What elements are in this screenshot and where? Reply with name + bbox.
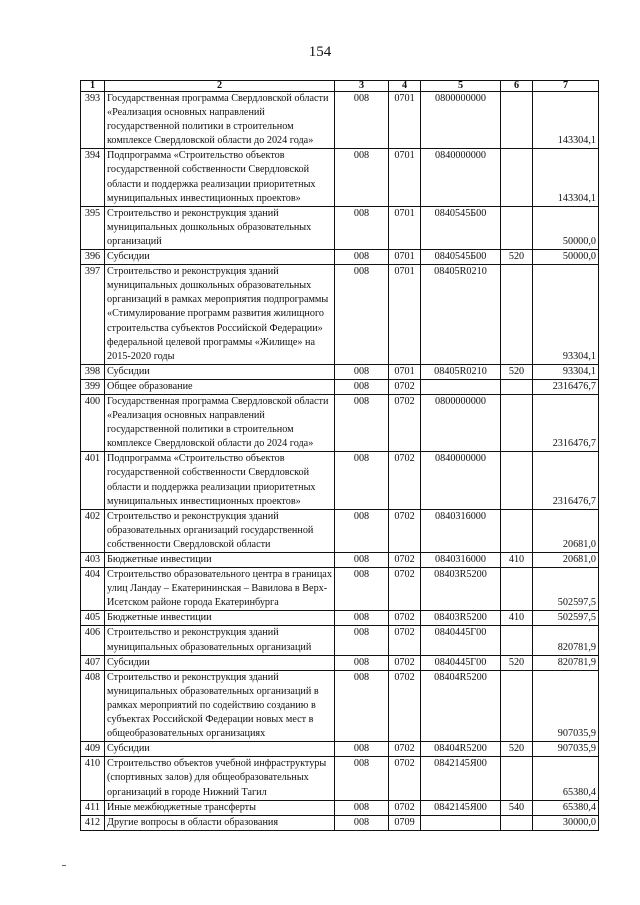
section-code-cell: 0709 [389, 815, 421, 830]
table-row [81, 149, 599, 206]
target-code-cell: 08405R0210 [421, 265, 501, 365]
expense-type-cell: 520 [501, 364, 533, 379]
amount-cell: 20681,0 [533, 509, 599, 552]
ministry-code-cell: 008 [335, 626, 389, 655]
target-code-cell: 08405R0210 [421, 364, 501, 379]
row-number-cell: 406 [81, 626, 105, 655]
ministry-code-cell: 008 [335, 553, 389, 568]
row-number-cell: 407 [81, 655, 105, 670]
section-code-cell: 0702 [389, 611, 421, 626]
row-number-cell: 409 [81, 742, 105, 757]
amount-cell: 93304,1 [533, 364, 599, 379]
amount-cell: 2316476,7 [533, 394, 599, 451]
target-code-cell: 0840545Б00 [421, 250, 501, 265]
table-row [81, 611, 599, 626]
target-code-cell: 0800000000 [421, 92, 501, 149]
expense-type-cell [501, 379, 533, 394]
expense-type-cell: 540 [501, 800, 533, 815]
amount-cell: 65380,4 [533, 800, 599, 815]
target-code-cell: 08403R5200 [421, 611, 501, 626]
ministry-code-cell: 008 [335, 250, 389, 265]
column-header: 3 [335, 81, 389, 92]
expense-type-cell [501, 815, 533, 830]
item-name-cell: Государственная программа Свердловской области «Реализация основных направлений государственной политики в строительном комплексе Свердловской области до 2024 года» [105, 394, 335, 451]
row-number-cell: 411 [81, 800, 105, 815]
section-code-cell: 0701 [389, 206, 421, 249]
item-name-cell: Подпрограмма «Строительство объектов государственной собственности Свердловской области и поддержка реализации приоритетных муниципальных инвестиционных проектов» [105, 452, 335, 509]
ministry-code-cell: 008 [335, 394, 389, 451]
ministry-code-cell: 008 [335, 815, 389, 830]
item-name-cell: Строительство и реконструкция зданий муниципальных дошкольных образовательных организаций в рамках мероприятия подпрограммы «Стимулирование программ развития жилищного строительства субъектов Российской Федерации» федеральной целевой программы «Жилище» на 2015-2020 годы [105, 265, 335, 365]
item-name-cell: Общее образование [105, 379, 335, 394]
ministry-code-cell: 008 [335, 452, 389, 509]
amount-cell: 50000,0 [533, 250, 599, 265]
row-number-cell: 396 [81, 250, 105, 265]
item-name-cell: Государственная программа Свердловской области «Реализация основных направлений государственной политики в строительном комплексе Свердловской области до 2024 года» [105, 92, 335, 149]
table-row [81, 364, 599, 379]
section-code-cell: 0702 [389, 509, 421, 552]
row-number-cell: 397 [81, 265, 105, 365]
row-number-cell: 398 [81, 364, 105, 379]
column-header: 2 [105, 81, 335, 92]
budget-table [80, 80, 599, 831]
row-number-cell: 410 [81, 757, 105, 800]
ministry-code-cell: 008 [335, 757, 389, 800]
target-code-cell: 08403R5200 [421, 568, 501, 611]
target-code-cell: 0840445Г00 [421, 626, 501, 655]
item-name-cell: Строительство объектов учебной инфраструктуры (спортивных залов) для общеобразовательных организаций в городе Нижний Тагил [105, 757, 335, 800]
row-number-cell: 405 [81, 611, 105, 626]
table-row [81, 394, 599, 451]
table-row [81, 379, 599, 394]
item-name-cell: Другие вопросы в области образования [105, 815, 335, 830]
table-row [81, 815, 599, 830]
row-number-cell: 402 [81, 509, 105, 552]
ministry-code-cell: 008 [335, 568, 389, 611]
amount-cell: 20681,0 [533, 553, 599, 568]
target-code-cell: 0840445Г00 [421, 655, 501, 670]
table-row [81, 742, 599, 757]
expense-type-cell: 520 [501, 742, 533, 757]
amount-cell: 907035,9 [533, 742, 599, 757]
table-row [81, 265, 599, 365]
ministry-code-cell: 008 [335, 611, 389, 626]
target-code-cell: 08404R5200 [421, 670, 501, 741]
item-name-cell: Строительство образовательного центра в границах улиц Ландау – Екатерининская – Вавилова в Верх-Исетском районе города Екатеринбурга [105, 568, 335, 611]
row-number-cell: 394 [81, 149, 105, 206]
expense-type-cell [501, 568, 533, 611]
expense-type-cell: 410 [501, 611, 533, 626]
item-name-cell: Подпрограмма «Строительство объектов государственной собственности Свердловской области и поддержка реализации приоритетных муниципальных инвестиционных проектов» [105, 149, 335, 206]
item-name-cell: Строительство и реконструкция зданий муниципальных дошкольных образовательных организаций [105, 206, 335, 249]
item-name-cell: Строительство и реконструкция зданий муниципальных образовательных организаций [105, 626, 335, 655]
section-code-cell: 0702 [389, 800, 421, 815]
column-header: 5 [421, 81, 501, 92]
expense-type-cell: 520 [501, 250, 533, 265]
table-row [81, 655, 599, 670]
table-row [81, 92, 599, 149]
amount-cell: 2316476,7 [533, 452, 599, 509]
target-code-cell: 0840000000 [421, 452, 501, 509]
ministry-code-cell: 008 [335, 364, 389, 379]
item-name-cell: Субсидии [105, 250, 335, 265]
ministry-code-cell: 008 [335, 655, 389, 670]
expense-type-cell [501, 670, 533, 741]
expense-type-cell [501, 206, 533, 249]
ministry-code-cell: 008 [335, 670, 389, 741]
ministry-code-cell: 008 [335, 92, 389, 149]
expense-type-cell [501, 265, 533, 365]
target-code-cell: 0840545Б00 [421, 206, 501, 249]
amount-cell: 30000,0 [533, 815, 599, 830]
table-row [81, 568, 599, 611]
target-code-cell: 0800000000 [421, 394, 501, 451]
table-row [81, 800, 599, 815]
column-header: 7 [533, 81, 599, 92]
row-number-cell: 399 [81, 379, 105, 394]
section-code-cell: 0701 [389, 92, 421, 149]
amount-cell: 93304,1 [533, 265, 599, 365]
expense-type-cell [501, 452, 533, 509]
ministry-code-cell: 008 [335, 379, 389, 394]
target-code-cell: 08404R5200 [421, 742, 501, 757]
item-name-cell: Бюджетные инвестиции [105, 553, 335, 568]
expense-type-cell [501, 92, 533, 149]
target-code-cell [421, 379, 501, 394]
amount-cell: 502597,5 [533, 611, 599, 626]
item-name-cell: Бюджетные инвестиции [105, 611, 335, 626]
ministry-code-cell: 008 [335, 509, 389, 552]
section-code-cell: 0702 [389, 742, 421, 757]
column-header: 6 [501, 81, 533, 92]
amount-cell: 907035,9 [533, 670, 599, 741]
target-code-cell: 0842145Я00 [421, 757, 501, 800]
item-name-cell: Строительство и реконструкция зданий образовательных организаций государственной собственности Свердловской области [105, 509, 335, 552]
expense-type-cell [501, 626, 533, 655]
expense-type-cell [501, 509, 533, 552]
row-number-cell: 408 [81, 670, 105, 741]
item-name-cell: Строительство и реконструкция зданий муниципальных образовательных организаций в рамках мероприятий по содействию созданию в субъектах Российской Федерации новых мест в общеобразовательных организациях [105, 670, 335, 741]
amount-cell: 65380,4 [533, 757, 599, 800]
amount-cell: 2316476,7 [533, 379, 599, 394]
table-body [81, 92, 599, 831]
row-number-cell: 395 [81, 206, 105, 249]
section-code-cell: 0702 [389, 394, 421, 451]
row-number-cell: 412 [81, 815, 105, 830]
column-header: 1 [81, 81, 105, 92]
section-code-cell: 0702 [389, 626, 421, 655]
amount-cell: 50000,0 [533, 206, 599, 249]
item-name-cell: Субсидии [105, 742, 335, 757]
target-code-cell: 0840316000 [421, 509, 501, 552]
section-code-cell: 0702 [389, 670, 421, 741]
table-row [81, 452, 599, 509]
target-code-cell: 0840000000 [421, 149, 501, 206]
table-header-row [81, 81, 599, 92]
scan-mark [62, 865, 66, 866]
ministry-code-cell: 008 [335, 149, 389, 206]
expense-type-cell [501, 757, 533, 800]
item-name-cell: Субсидии [105, 655, 335, 670]
item-name-cell: Субсидии [105, 364, 335, 379]
target-code-cell: 0842145Я00 [421, 800, 501, 815]
section-code-cell: 0701 [389, 250, 421, 265]
section-code-cell: 0702 [389, 655, 421, 670]
section-code-cell: 0702 [389, 553, 421, 568]
section-code-cell: 0702 [389, 757, 421, 800]
expense-type-cell: 410 [501, 553, 533, 568]
section-code-cell: 0701 [389, 265, 421, 365]
section-code-cell: 0701 [389, 149, 421, 206]
row-number-cell: 400 [81, 394, 105, 451]
row-number-cell: 403 [81, 553, 105, 568]
ministry-code-cell: 008 [335, 265, 389, 365]
ministry-code-cell: 008 [335, 742, 389, 757]
row-number-cell: 401 [81, 452, 105, 509]
column-header: 4 [389, 81, 421, 92]
section-code-cell: 0702 [389, 452, 421, 509]
row-number-cell: 393 [81, 92, 105, 149]
amount-cell: 820781,9 [533, 626, 599, 655]
expense-type-cell: 520 [501, 655, 533, 670]
amount-cell: 502597,5 [533, 568, 599, 611]
expense-type-cell [501, 394, 533, 451]
expense-type-cell [501, 149, 533, 206]
item-name-cell: Иные межбюджетные трансферты [105, 800, 335, 815]
table-row [81, 206, 599, 249]
table-row [81, 509, 599, 552]
section-code-cell: 0701 [389, 364, 421, 379]
section-code-cell: 0702 [389, 568, 421, 611]
section-code-cell: 0702 [389, 379, 421, 394]
table-row [81, 553, 599, 568]
ministry-code-cell: 008 [335, 206, 389, 249]
page-number: 154 [308, 44, 332, 60]
target-code-cell [421, 815, 501, 830]
amount-cell: 143304,1 [533, 149, 599, 206]
amount-cell: 143304,1 [533, 92, 599, 149]
table-row [81, 626, 599, 655]
target-code-cell: 0840316000 [421, 553, 501, 568]
row-number-cell: 404 [81, 568, 105, 611]
table-row [81, 250, 599, 265]
ministry-code-cell: 008 [335, 800, 389, 815]
amount-cell: 820781,9 [533, 655, 599, 670]
table-row [81, 757, 599, 800]
table-row [81, 670, 599, 741]
